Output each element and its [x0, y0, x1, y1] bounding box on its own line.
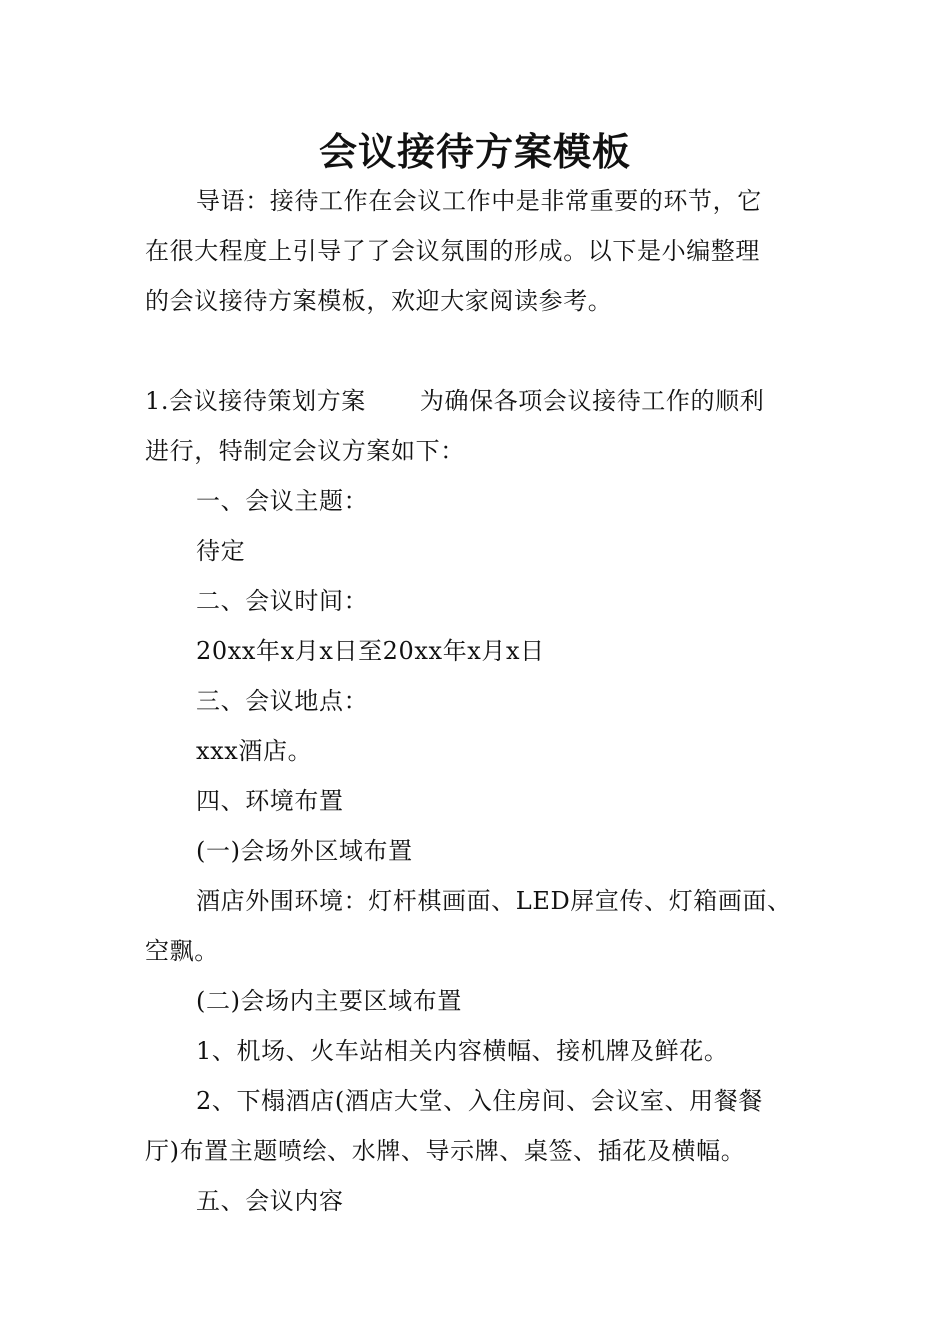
intro-line-1: 导语：接待工作在会议工作中是非常重要的环节，它	[196, 187, 762, 215]
intro-line-2: 在很大程度上引导了了会议氛围的形成。以下是小编整理	[145, 237, 760, 265]
sub1-text-a: 酒店外围环境：灯杆棋画面、LED屏宣传、灯箱画面、	[196, 887, 792, 915]
document-title: 会议接待方案模板	[318, 129, 631, 174]
section1-heading: 1.会议接待策划方案	[145, 387, 366, 415]
section1-text-a: 为确保各项会议接待工作的顺利	[419, 387, 765, 415]
sub2-item1: 1、机场、火车站相关内容横幅、接机牌及鲜花。	[196, 1037, 729, 1065]
item5-heading: 五、会议内容	[196, 1187, 344, 1215]
section1-line-1	[145, 376, 764, 426]
item2-value: 20xx年x月x日至20xx年x月x日	[196, 637, 545, 665]
section1-text-b: 进行，特制定会议方案如下：	[145, 437, 465, 465]
sub1-heading: (一)会场外区域布置	[196, 837, 413, 865]
intro-line-3: 的会议接待方案模板，欢迎大家阅读参考。	[145, 287, 613, 315]
item1-value: 待定	[196, 537, 246, 565]
sub2-heading: (二)会场内主要区域布置	[196, 987, 462, 1015]
sub2-item2-b: 厅)布置主题喷绘、水牌、导示牌、桌签、插花及横幅。	[145, 1137, 746, 1165]
item2-heading: 二、会议时间：	[196, 587, 369, 615]
item4-heading: 四、环境布置	[196, 787, 344, 815]
sub1-text-b: 空飘。	[145, 937, 219, 965]
item3-heading: 三、会议地点：	[196, 687, 369, 715]
item1-heading: 一、会议主题：	[196, 487, 369, 515]
sub2-item2-a: 2、下榻酒店(酒店大堂、入住房间、会议室、用餐餐	[196, 1087, 764, 1115]
item3-value: xxx酒店。	[196, 737, 313, 765]
